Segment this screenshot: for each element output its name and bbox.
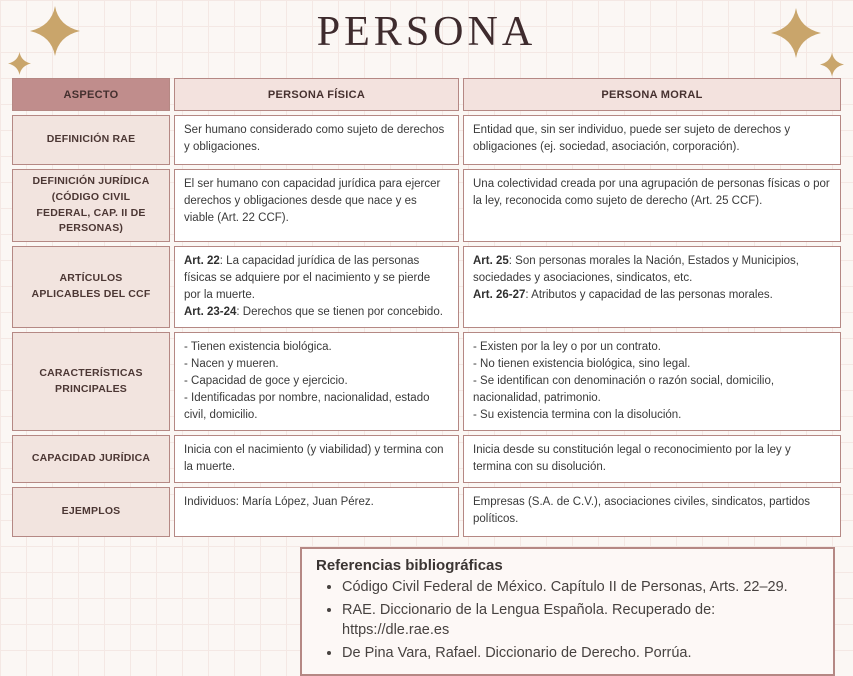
cell-fisica: Ser humano considerado como sujeto de derechos y obligaciones. xyxy=(174,115,459,165)
table-row xyxy=(12,169,841,242)
page-title: PERSONA xyxy=(316,9,537,55)
column-header-aspecto: ASPECTO xyxy=(12,78,170,111)
references-title: Referencias bibliográficas xyxy=(316,557,503,574)
row-label: CAPACIDAD JURÍDICA xyxy=(12,435,170,483)
cell-moral: - Existen por la ley o por un contrato. - No tienen existencia biológica, sino legal. - Se identifican con denominación o razón social, domicilio, nacionalidad, patrimonio. - Su existencia termina con la disolución. xyxy=(463,332,841,431)
row-label: ARTÍCULOS APLICABLES DEL CCF xyxy=(12,246,170,328)
cell-fisica: Individuos: María López, Juan Pérez. xyxy=(174,487,459,537)
column-header-persona-fisica: PERSONA FÍSICA xyxy=(174,78,459,111)
reference-item: • De Pina Vara, Rafael. Diccionario de Derecho. Porrúa. xyxy=(342,643,819,664)
references-list xyxy=(342,577,819,663)
cell-fisica: - Tienen existencia biológica. - Nacen y mueren. - Capacidad de goce y ejercicio. - Identificadas por nombre, nacionalidad, estado civil, domicilio. xyxy=(174,332,459,431)
row-label: DEFINICIÓN JURÍDICA (CÓDIGO CIVIL FEDERAL, CAP. II DE PERSONAS) xyxy=(12,169,170,242)
cell-moral: Art. 25: Son personas morales la Nación, Estados y Municipios, sociedades y asociaciones, sindicatos, etc. Art. 26-27: Atributos y capacidad de las personas morales. xyxy=(463,246,841,328)
references-box xyxy=(300,547,835,676)
table-row xyxy=(12,332,841,431)
table-row xyxy=(12,435,841,483)
cell-fisica: Art. 22: La capacidad jurídica de las personas físicas se adquiere por el nacimiento y se pierde por la muerte. Art. 23-24: Derechos que se tienen por concebido. xyxy=(174,246,459,328)
reference-item: • Código Civil Federal de México. Capítulo II de Personas, Arts. 22–29. xyxy=(342,577,819,598)
row-label: CARACTERÍSTICAS PRINCIPALES xyxy=(12,332,170,431)
reference-item: • RAE. Diccionario de la Lengua Española. Recuperado de: https://dle.rae.es xyxy=(342,600,819,641)
cell-fisica: El ser humano con capacidad jurídica para ejercer derechos y obligaciones desde que nace y es viable (Art. 22 CCF). xyxy=(174,169,459,242)
sparkle-shape xyxy=(820,53,844,77)
table-header-row xyxy=(12,78,841,111)
persona-comparison-table xyxy=(8,74,845,541)
cell-moral: Empresas (S.A. de C.V.), asociaciones civiles, sindicatos, partidos políticos. xyxy=(463,487,841,537)
table-row xyxy=(12,115,841,165)
row-label: DEFINICIÓN RAE xyxy=(12,115,170,165)
row-label: EJEMPLOS xyxy=(12,487,170,537)
cell-moral: Entidad que, sin ser individuo, puede ser sujeto de derechos y obligaciones (ej. sociedad, asociación, corporación). xyxy=(463,115,841,165)
cell-fisica: Inicia con el nacimiento (y viabilidad) y termina con la muerte. xyxy=(174,435,459,483)
column-header-persona-moral: PERSONA MORAL xyxy=(463,78,841,111)
table-row xyxy=(12,246,841,328)
cell-moral: Una colectividad creada por una agrupación de personas físicas o por la ley, reconocida como sujeto de derecho (Art. 25 CCF). xyxy=(463,169,841,242)
table-row xyxy=(12,487,841,537)
cell-moral: Inicia desde su constitución legal o reconocimiento por la ley y termina con su disolución. xyxy=(463,435,841,483)
